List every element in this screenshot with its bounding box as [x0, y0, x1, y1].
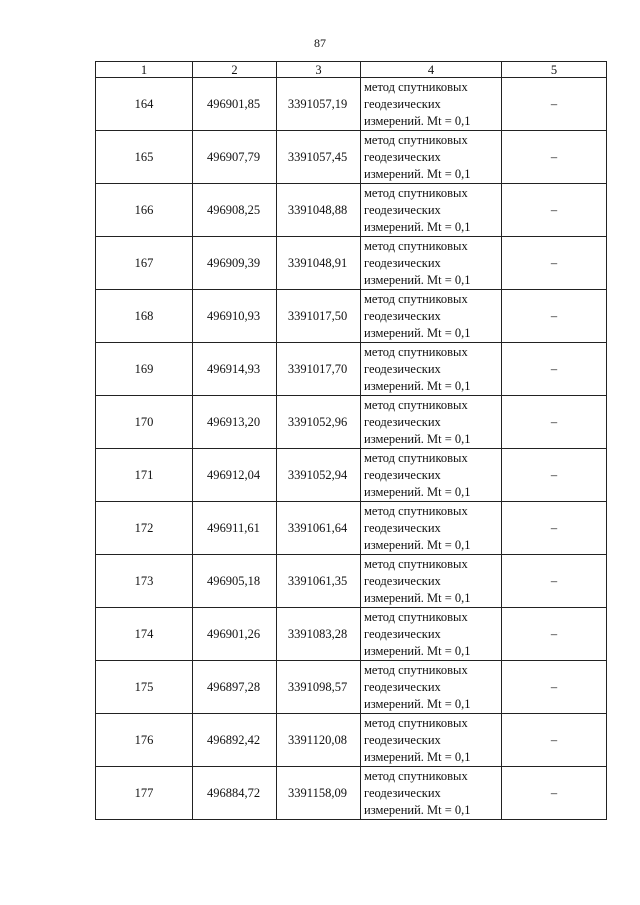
- method-description: метод спутниковых геодезических измерений. Mt = 0,1: [361, 714, 502, 767]
- table-row: [96, 449, 607, 502]
- point-id: 166: [96, 184, 193, 237]
- column-header-1: 1: [96, 62, 193, 78]
- method-description: метод спутниковых геодезических измерений. Mt = 0,1: [361, 661, 502, 714]
- point-id: 167: [96, 237, 193, 290]
- note-cell: –: [502, 131, 607, 184]
- point-id: 168: [96, 290, 193, 343]
- note-cell: –: [502, 555, 607, 608]
- point-id: 172: [96, 502, 193, 555]
- coordinate-y: 3391158,09: [277, 767, 361, 820]
- coordinate-y: 3391048,91: [277, 237, 361, 290]
- coordinate-y: 3391048,88: [277, 184, 361, 237]
- coordinate-x: 496914,93: [193, 343, 277, 396]
- note-cell: –: [502, 714, 607, 767]
- point-id: 175: [96, 661, 193, 714]
- point-id: 176: [96, 714, 193, 767]
- table-row: [96, 184, 607, 237]
- method-description: метод спутниковых геодезических измерений. Mt = 0,1: [361, 555, 502, 608]
- coordinate-x: 496910,93: [193, 290, 277, 343]
- point-id: 169: [96, 343, 193, 396]
- coordinates-table: [95, 61, 607, 820]
- point-id: 174: [96, 608, 193, 661]
- method-description: метод спутниковых геодезических измерений. Mt = 0,1: [361, 396, 502, 449]
- note-cell: –: [502, 343, 607, 396]
- coordinate-x: 496901,85: [193, 78, 277, 131]
- table-row: [96, 767, 607, 820]
- method-description: метод спутниковых геодезических измерений. Mt = 0,1: [361, 343, 502, 396]
- note-cell: –: [502, 767, 607, 820]
- method-description: метод спутниковых геодезических измерений. Mt = 0,1: [361, 78, 502, 131]
- method-description: метод спутниковых геодезических измерений. Mt = 0,1: [361, 608, 502, 661]
- table-row: [96, 396, 607, 449]
- column-header-2: 2: [193, 62, 277, 78]
- column-header-4: 4: [361, 62, 502, 78]
- coordinate-y: 3391017,50: [277, 290, 361, 343]
- table-body: [96, 78, 607, 820]
- coordinate-x: 496901,26: [193, 608, 277, 661]
- table-row: [96, 661, 607, 714]
- coordinate-x: 496909,39: [193, 237, 277, 290]
- coordinate-x: 496911,61: [193, 502, 277, 555]
- note-cell: –: [502, 290, 607, 343]
- table-row: [96, 502, 607, 555]
- coordinate-x: 496897,28: [193, 661, 277, 714]
- header-row: [96, 62, 607, 78]
- table-row: [96, 608, 607, 661]
- coordinate-y: 3391061,64: [277, 502, 361, 555]
- column-header-5: 5: [502, 62, 607, 78]
- method-description: метод спутниковых геодезических измерений. Mt = 0,1: [361, 131, 502, 184]
- note-cell: –: [502, 661, 607, 714]
- coordinate-y: 3391052,96: [277, 396, 361, 449]
- note-cell: –: [502, 502, 607, 555]
- note-cell: –: [502, 449, 607, 502]
- note-cell: –: [502, 608, 607, 661]
- table-row: [96, 237, 607, 290]
- point-id: 165: [96, 131, 193, 184]
- note-cell: –: [502, 237, 607, 290]
- note-cell: –: [502, 396, 607, 449]
- method-description: метод спутниковых геодезических измерений. Mt = 0,1: [361, 449, 502, 502]
- point-id: 177: [96, 767, 193, 820]
- coordinate-x: 496913,20: [193, 396, 277, 449]
- coordinate-y: 3391017,70: [277, 343, 361, 396]
- method-description: метод спутниковых геодезических измерений. Mt = 0,1: [361, 767, 502, 820]
- coordinate-y: 3391057,19: [277, 78, 361, 131]
- coordinate-y: 3391061,35: [277, 555, 361, 608]
- table-row: [96, 714, 607, 767]
- method-description: метод спутниковых геодезических измерений. Mt = 0,1: [361, 502, 502, 555]
- coordinate-x: 496884,72: [193, 767, 277, 820]
- note-cell: –: [502, 78, 607, 131]
- coordinate-y: 3391052,94: [277, 449, 361, 502]
- coordinate-y: 3391083,28: [277, 608, 361, 661]
- coordinate-x: 496912,04: [193, 449, 277, 502]
- column-header-3: 3: [277, 62, 361, 78]
- point-id: 173: [96, 555, 193, 608]
- coordinate-x: 496907,79: [193, 131, 277, 184]
- table-row: [96, 555, 607, 608]
- page-number: 87: [314, 36, 326, 50]
- table-row: [96, 131, 607, 184]
- coordinate-y: 3391120,08: [277, 714, 361, 767]
- method-description: метод спутниковых геодезических измерений. Mt = 0,1: [361, 290, 502, 343]
- method-description: метод спутниковых геодезических измерений. Mt = 0,1: [361, 237, 502, 290]
- point-id: 170: [96, 396, 193, 449]
- coordinate-x: 496905,18: [193, 555, 277, 608]
- point-id: 171: [96, 449, 193, 502]
- coordinate-x: 496908,25: [193, 184, 277, 237]
- coordinate-y: 3391098,57: [277, 661, 361, 714]
- table-row: [96, 343, 607, 396]
- point-id: 164: [96, 78, 193, 131]
- table-row: [96, 78, 607, 131]
- coordinate-y: 3391057,45: [277, 131, 361, 184]
- table-row: [96, 290, 607, 343]
- note-cell: –: [502, 184, 607, 237]
- method-description: метод спутниковых геодезических измерений. Mt = 0,1: [361, 184, 502, 237]
- coordinate-x: 496892,42: [193, 714, 277, 767]
